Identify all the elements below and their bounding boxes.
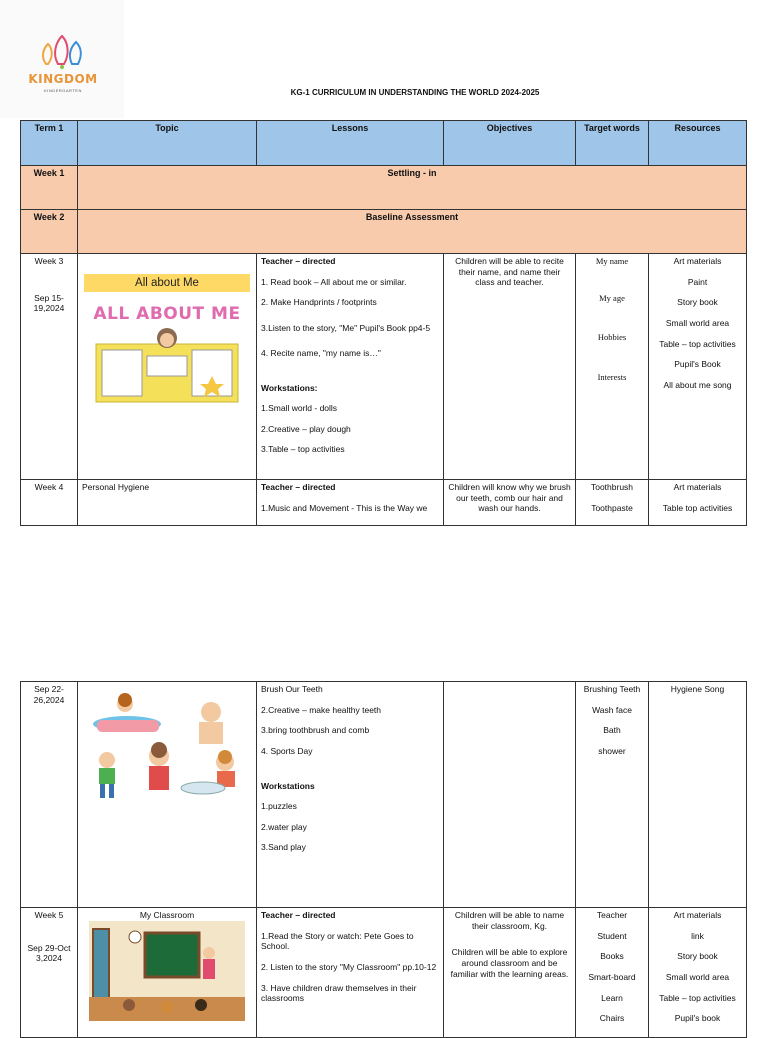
- resource-item: Paint: [687, 276, 708, 287]
- week1-row: [21, 166, 747, 210]
- target-word: Toothbrush: [590, 482, 634, 492]
- resource-item: Table top activities: [662, 502, 733, 513]
- week2-text: Baseline Assessment: [78, 210, 747, 254]
- lesson-item: 3. Have children draw themselves in their classrooms: [261, 982, 417, 1004]
- week4-continued-lessons-cell: [257, 682, 444, 908]
- lesson-item: 3.bring toothbrush and comb: [261, 725, 370, 736]
- workstation-item: 3.Table – top activities: [261, 444, 345, 455]
- target-word: Chairs: [599, 1013, 625, 1024]
- resource-item: Small world area: [665, 971, 730, 982]
- lesson-item: 4. Sports Day: [261, 745, 313, 756]
- lesson-heading: Teacher – directed: [261, 910, 336, 920]
- week3-objectives: Children will be able to recite their name, and name their class and teacher.: [444, 254, 576, 480]
- lesson-item: 2. Listen to the story "My Classroom" pp.10-12: [261, 961, 437, 972]
- classroom-illustration: [89, 921, 245, 1021]
- workstations-heading: Workstations:: [261, 382, 318, 393]
- target-word: Brushing Teeth: [583, 684, 641, 694]
- week4-continued-resources-cell: [649, 682, 747, 908]
- target-word: Hobbies: [597, 332, 627, 343]
- target-word: Interests: [597, 371, 627, 382]
- header-lessons: Lessons: [257, 121, 444, 166]
- objective-item: Children will be able to explore around classroom and be familiar with the learning areas.: [450, 947, 569, 979]
- resource-item: Story book: [677, 951, 718, 962]
- workstation-item: 2.water play: [261, 821, 307, 832]
- week3-term-cell: [21, 254, 78, 480]
- target-word: shower: [598, 745, 626, 756]
- lesson-heading: Teacher – directed: [261, 256, 336, 266]
- resource-item: Table – top activities: [659, 992, 736, 1003]
- crown-icon: [34, 34, 94, 72]
- target-word: Wash face: [592, 704, 632, 715]
- target-word: My name: [595, 256, 629, 266]
- week3-dates: Sep 15-19,2024: [33, 292, 65, 314]
- week2-row: [21, 210, 747, 254]
- header-term: Term 1: [21, 121, 78, 166]
- lesson-item: 2.Creative – make healthy teeth: [261, 704, 382, 715]
- week4-continued-objectives: [444, 682, 576, 908]
- resource-item: Art materials: [673, 482, 722, 492]
- curriculum-table-page1: [20, 120, 747, 526]
- resource-item: All about me song: [663, 379, 732, 390]
- week4-topic: Personal Hygiene: [78, 480, 257, 526]
- week5-topic-cell: [78, 908, 257, 1038]
- workstation-item: 1.puzzles: [261, 801, 297, 812]
- workstation-item: 1.Small world - dolls: [261, 403, 338, 414]
- workstation-item: 3.Sand play: [261, 842, 306, 853]
- lesson-item: 3.Listen to the story, "Me" Pupil's Book pp4-5: [261, 322, 431, 333]
- week5-resources-cell: [649, 908, 747, 1038]
- target-word: Learn: [601, 992, 623, 1003]
- curriculum-table-page2: [20, 681, 747, 1038]
- lesson-item: 1.Music and Movement - This is the Way we: [261, 502, 428, 513]
- week4-target-cell: [576, 480, 649, 526]
- all-about-me-book-illustration: [92, 326, 242, 406]
- week3-row: [21, 254, 747, 480]
- week3-target-cell: [576, 254, 649, 480]
- week5-dates: Sep 29-Oct 3,2024: [27, 942, 71, 964]
- week3-label: Week 3: [34, 256, 64, 266]
- week3-topic-cell: [78, 254, 257, 480]
- logo-name: KINGDOM: [28, 72, 98, 86]
- week4-continued-row: [21, 682, 747, 908]
- week2-label: Week 2: [21, 210, 78, 254]
- resource-item: Table – top activities: [659, 338, 736, 349]
- resource-item: Pupil's book: [674, 1013, 721, 1024]
- header-resources: Resources: [649, 121, 747, 166]
- week5-topic: My Classroom: [139, 910, 195, 920]
- all-about-me-art-title: ALL ABOUT ME: [93, 304, 241, 325]
- week4-row: [21, 480, 747, 526]
- week4-label: Week 4: [21, 480, 78, 526]
- week4-resources-cell: [649, 480, 747, 526]
- week4-dates: Sep 22-26,2024: [21, 682, 78, 908]
- resource-item: Hygiene Song: [670, 684, 725, 694]
- week3-lessons-cell: [257, 254, 444, 480]
- week5-label: Week 5: [34, 910, 64, 920]
- workstations-heading: Workstations: [261, 780, 315, 791]
- week5-row: [21, 908, 747, 1038]
- hygiene-kids-illustration: [87, 684, 247, 804]
- hygiene-illustration-cell: [78, 682, 257, 908]
- week4-continued-target-cell: [576, 682, 649, 908]
- week3-resources-cell: [649, 254, 747, 480]
- week4-lessons-cell: [257, 480, 444, 526]
- resource-item: Art materials: [673, 256, 722, 266]
- lesson-item: 1.Read the Story or watch: Pete Goes to School.: [261, 930, 414, 952]
- header-row: [21, 121, 747, 166]
- resource-item: Pupil's Book: [674, 359, 721, 370]
- header-target-words: Target words: [576, 121, 649, 166]
- week1-label: Week 1: [21, 166, 78, 210]
- target-word: Teacher: [596, 910, 628, 920]
- lesson-item: 1. Read book – All about me or similar.: [261, 276, 407, 287]
- lesson-item: 4. Recite name, "my name is…": [261, 347, 381, 358]
- header-topic: Topic: [78, 121, 257, 166]
- logo-subtitle: KINDERGARTEN: [44, 88, 82, 93]
- lesson-item: Brush Our Teeth: [261, 684, 323, 694]
- document-title: KG-1 CURRICULUM IN UNDERSTANDING THE WORLD 2024-2025: [290, 88, 540, 97]
- resource-item: Art materials: [673, 910, 722, 920]
- target-word: Bath: [603, 725, 621, 736]
- week4-objectives: Children will know why we brush our teeth, comb our hair and wash our hands.: [444, 480, 576, 526]
- resource-link[interactable]: link: [691, 930, 704, 941]
- target-word: Student: [597, 930, 627, 941]
- kingdom-logo: [0, 0, 124, 118]
- week1-text: Settling - in: [78, 166, 747, 210]
- week5-target-cell: [576, 908, 649, 1038]
- target-word: Toothpaste: [591, 502, 633, 513]
- target-word: Smart-board: [588, 971, 636, 982]
- target-word: Books: [600, 951, 624, 962]
- header-objectives: Objectives: [444, 121, 576, 166]
- resource-item: Small world area: [665, 317, 730, 328]
- lesson-heading: Teacher – directed: [261, 482, 336, 492]
- week5-lessons-cell: [257, 908, 444, 1038]
- week5-objectives-cell: [444, 908, 576, 1038]
- topic-banner: All about Me: [84, 274, 250, 292]
- resource-item: Story book: [677, 297, 718, 308]
- week5-term-cell: [21, 908, 78, 1038]
- objective-item: Children will be able to name their classroom, Kg.: [454, 910, 565, 931]
- target-word: My age: [599, 292, 625, 303]
- workstation-item: 2.Creative – play dough: [261, 423, 351, 434]
- lesson-item: 2. Make Handprints / footprints: [261, 297, 377, 308]
